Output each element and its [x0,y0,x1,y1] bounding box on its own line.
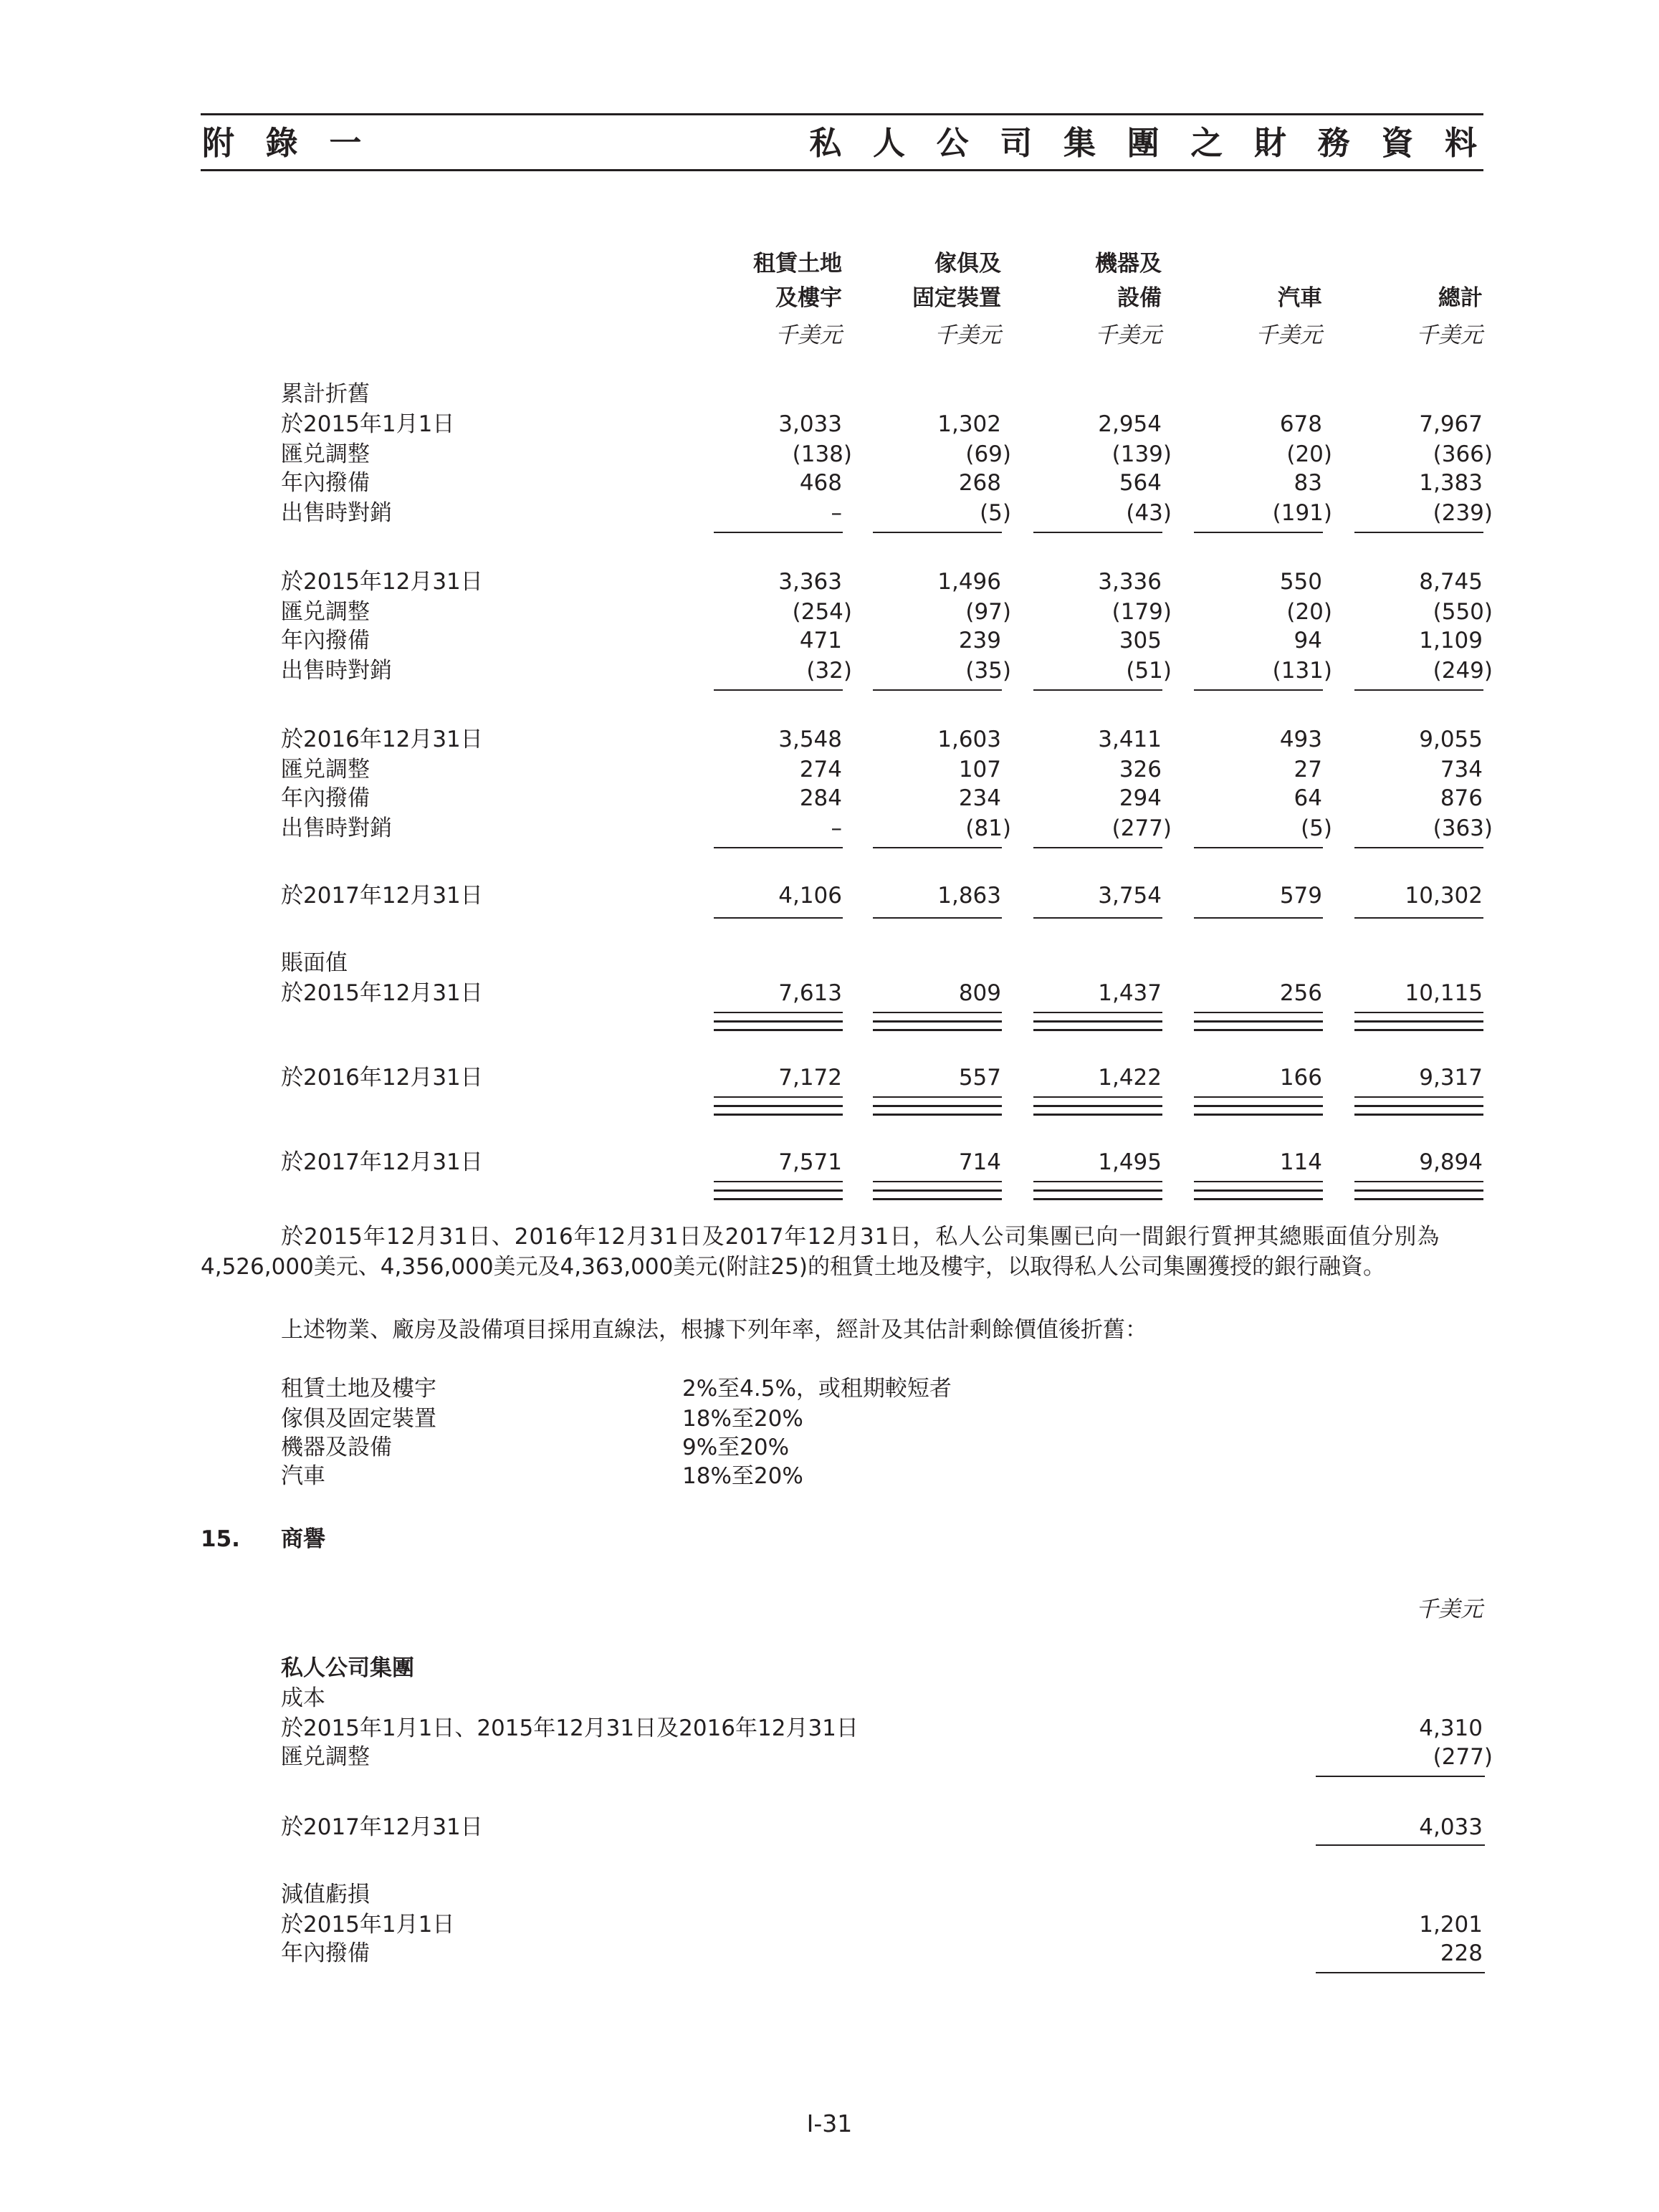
col-header-line2: 設備 [1117,285,1162,311]
ppe-subtotal-rule [1354,532,1483,533]
ppe-double-rule [1033,1029,1162,1031]
ppe-cell: (5) [1301,815,1332,841]
ppe-cell: (20) [1286,599,1332,625]
ppe-cell: 294 [1119,785,1162,811]
ppe-subtotal-rule [714,532,843,533]
ppe-double-rule [1354,1020,1483,1023]
ppe-double-rule [1194,1029,1323,1031]
ppe-cell: (239) [1433,500,1493,526]
ppe-nbv-rule [714,1181,843,1182]
ppe-cell: 3,363 [778,569,842,595]
goodwill-row-value: 4,310 [1419,1715,1483,1741]
ppe-cell: 239 [958,628,1001,653]
ppe-cell: 10,302 [1405,883,1483,909]
col-header-line2: 及樓宇 [775,285,842,311]
ppe-row-label: 匯兑調整 [281,599,370,625]
ppe-nbv-rule [1033,1096,1162,1098]
ppe-subtotal-rule [1033,847,1162,848]
ppe-subtotal-rule [1194,917,1323,919]
ppe-row-label: 於2017年12月31日 [281,883,483,909]
ppe-subtotal-rule [1033,917,1162,919]
ppe-cell: (249) [1433,658,1493,684]
ppe-cell: (550) [1433,599,1493,625]
impairment-label: 減值虧損 [281,1882,370,1907]
ppe-double-rule [1354,1114,1483,1116]
ppe-subtotal-rule [1194,847,1323,848]
ppe-double-rule [1354,1105,1483,1107]
ppe-row-label: 於2015年1月1日 [281,411,455,437]
rate-item: 租賃土地及樓宇 [281,1376,436,1402]
header-bottom-rule [201,169,1483,171]
ppe-cell: 3,754 [1098,883,1162,909]
ppe-cell: (366) [1433,441,1493,467]
ppe-cell: 8,745 [1419,569,1483,595]
rate-value: 18%至20% [682,1463,803,1489]
ppe-double-rule [714,1114,843,1116]
ppe-cell: 268 [958,470,1001,496]
ppe-cell: 10,115 [1405,980,1483,1006]
ppe-subtotal-rule [1354,847,1483,848]
ppe-cell: (32) [806,658,852,684]
ppe-cell: 3,336 [1098,569,1162,595]
goodwill-row-label: 於2017年12月31日 [281,1814,483,1840]
ppe-cell: 550 [1279,569,1322,595]
ppe-nbv-rule [714,1096,843,1098]
ppe-subtotal-rule [1033,532,1162,533]
ppe-double-rule [1194,1114,1323,1116]
ppe-nbv-rule [1194,1096,1323,1098]
ppe-cell: (35) [965,658,1011,684]
pledge-note-line1: 於2015年12月31日、2016年12月31日及2017年12月31日，私人公司集團已向一間銀行質押其總賬面值分別為 [281,1224,1440,1250]
ppe-cell: 579 [1279,883,1322,909]
ppe-cell: (191) [1272,500,1332,526]
ppe-nbv-rule [1194,1181,1323,1182]
goodwill-unit: 千美元 [1416,1596,1483,1622]
col-header-line2: 固定裝置 [912,285,1001,311]
ppe-nbv-rule [1033,1181,1162,1182]
ppe-double-rule [1354,1198,1483,1200]
ppe-double-rule [1194,1189,1323,1192]
ppe-double-rule [1354,1189,1483,1192]
rate-value: 18%至20% [682,1406,803,1432]
pledge-note-line2: 4,526,000美元、4,356,000美元及4,363,000美元(附註25)的租賃土地及樓宇，以取得私人公司集團獲授的銀行融資。 [201,1254,1385,1280]
header-top-rule [201,113,1483,115]
ppe-row-label: 於2015年12月31日 [281,980,483,1006]
ppe-cell: 2,954 [1098,411,1162,437]
ppe-cell: (363) [1433,815,1493,841]
ppe-double-rule [1194,1105,1323,1107]
col-header-line2: 汽車 [1278,285,1322,311]
goodwill-row-value: 4,033 [1419,1814,1483,1840]
ppe-subtotal-rule [1194,689,1323,691]
ppe-cell: 471 [799,628,842,653]
ppe-double-rule [714,1189,843,1192]
ppe-cell: 7,172 [778,1065,842,1091]
ppe-subtotal-rule [873,917,1002,919]
ppe-double-rule [714,1020,843,1023]
ppe-cell: (69) [965,441,1011,467]
goodwill-row-value: (277) [1433,1744,1493,1770]
ppe-cell: 1,302 [937,411,1001,437]
ppe-subtotal-rule [873,532,1002,533]
section-net-book-value: 賬面值 [281,950,348,976]
ppe-cell: (97) [965,599,1011,625]
ppe-subtotal-rule [714,847,843,848]
col-unit: 千美元 [1095,322,1162,348]
ppe-row-label: 匯兑調整 [281,757,370,782]
ppe-cell: 9,894 [1419,1149,1483,1175]
ppe-cell: 305 [1119,628,1162,653]
col-unit: 千美元 [1256,322,1322,348]
ppe-cell: 1,422 [1098,1065,1162,1091]
ppe-nbv-rule [873,1012,1002,1013]
ppe-cell: 714 [958,1149,1001,1175]
ppe-cell: 234 [958,785,1001,811]
col-unit: 千美元 [934,322,1001,348]
rate-value: 2%至4.5%，或租期較短者 [682,1376,952,1402]
ppe-cell: 326 [1119,757,1162,782]
ppe-nbv-rule [1354,1181,1483,1182]
impairment-rule [1316,1972,1485,1973]
ppe-cell: 284 [799,785,842,811]
ppe-double-rule [873,1189,1002,1192]
ppe-cell: (5) [980,500,1011,526]
ppe-subtotal-rule [873,847,1002,848]
ppe-subtotal-rule [1033,689,1162,691]
ppe-cell: – [831,500,842,526]
ppe-nbv-rule [714,1012,843,1013]
ppe-cell: 1,603 [937,727,1001,752]
rate-item: 汽車 [281,1463,325,1489]
ppe-cell: 468 [799,470,842,496]
impairment-row-label: 於2015年1月1日 [281,1912,455,1938]
ppe-subtotal-rule [1194,532,1323,533]
ppe-cell: 3,548 [778,727,842,752]
ppe-row-label: 出售時對銷 [281,658,392,684]
ppe-cell: 1,863 [937,883,1001,909]
ppe-row-label: 於2015年12月31日 [281,569,483,595]
ppe-double-rule [873,1029,1002,1031]
ppe-cell: 7,613 [778,980,842,1006]
ppe-row-label: 年內撥備 [281,785,370,811]
ppe-cell: 9,055 [1419,727,1483,752]
ppe-double-rule [873,1105,1002,1107]
ppe-double-rule [714,1198,843,1200]
ppe-subtotal-rule [1354,917,1483,919]
col-header-line1: 租賃土地 [753,251,842,277]
ppe-subtotal-rule [1354,689,1483,691]
ppe-cell: 3,033 [778,411,842,437]
rate-item: 傢俱及固定裝置 [281,1406,436,1432]
ppe-row-label: 出售時對銷 [281,815,392,841]
col-unit: 千美元 [1416,322,1483,348]
ppe-double-rule [1033,1114,1162,1116]
ppe-double-rule [1033,1020,1162,1023]
ppe-row-label: 於2017年12月31日 [281,1149,483,1175]
ppe-row-label: 年內撥備 [281,470,370,496]
ppe-nbv-rule [873,1096,1002,1098]
goodwill-note-number: 15. [201,1526,240,1552]
ppe-cell: 1,383 [1419,470,1483,496]
col-header-line1: 傢俱及 [934,251,1001,277]
goodwill-subtotal-rule [1316,1776,1485,1777]
ppe-cell: 7,967 [1419,411,1483,437]
ppe-cell: 4,106 [778,883,842,909]
ppe-cell: 64 [1294,785,1322,811]
ppe-double-rule [714,1029,843,1031]
ppe-cell: 256 [1279,980,1322,1006]
ppe-cell: 876 [1440,785,1483,811]
ppe-cell: (179) [1111,599,1172,625]
ppe-subtotal-rule [714,689,843,691]
ppe-cell: 27 [1294,757,1322,782]
ppe-cell: 166 [1279,1065,1322,1091]
ppe-cell: 83 [1294,470,1322,496]
ppe-cell: 557 [958,1065,1001,1091]
goodwill-cost-label: 成本 [281,1685,325,1711]
goodwill-title: 商譽 [281,1526,325,1552]
page-number: I-31 [806,2110,853,2137]
ppe-cell: (277) [1111,815,1172,841]
ppe-cell: (131) [1272,658,1332,684]
impairment-row-label: 年內撥備 [281,1940,370,1966]
ppe-cell: (20) [1286,441,1332,467]
ppe-double-rule [873,1020,1002,1023]
ppe-row-label: 出售時對銷 [281,500,392,526]
ppe-cell: 493 [1279,727,1322,752]
impairment-row-value: 228 [1440,1940,1483,1966]
ppe-double-rule [1194,1020,1323,1023]
goodwill-row-label: 於2015年1月1日、2015年12月31日及2016年12月31日 [281,1715,859,1741]
ppe-row-label: 於2016年12月31日 [281,727,483,752]
ppe-cell: 678 [1279,411,1322,437]
ppe-cell: (51) [1126,658,1172,684]
ppe-nbv-rule [1194,1012,1323,1013]
ppe-cell: 274 [799,757,842,782]
page-title: 私 人 公 司 集 團 之 財 務 資 料 [809,124,1487,162]
ppe-subtotal-rule [873,689,1002,691]
ppe-nbv-rule [873,1181,1002,1182]
col-header-line1: 機器及 [1095,251,1162,277]
ppe-double-rule [1354,1029,1483,1031]
ppe-cell: 809 [958,980,1001,1006]
ppe-row-label: 匯兑調整 [281,441,370,467]
ppe-cell: 1,495 [1098,1149,1162,1175]
ppe-cell: 9,317 [1419,1065,1483,1091]
ppe-cell: 3,411 [1098,727,1162,752]
ppe-cell: 94 [1294,628,1322,653]
ppe-double-rule [1194,1198,1323,1200]
depreciation-intro: 上述物業、廠房及設備項目採用直線法，根據下列年率，經計及其估計剩餘價值後折舊： [281,1317,1147,1343]
ppe-cell: 564 [1119,470,1162,496]
goodwill-total-rule [1316,1844,1485,1846]
ppe-cell: (138) [792,441,852,467]
ppe-cell: (139) [1111,441,1172,467]
ppe-row-label: 年內撥備 [281,628,370,653]
ppe-subtotal-rule [714,917,843,919]
ppe-cell: (254) [792,599,852,625]
ppe-cell: 107 [958,757,1001,782]
appendix-label: 附 錄 一 [202,124,372,162]
ppe-cell: 7,571 [778,1149,842,1175]
ppe-row-label: 於2016年12月31日 [281,1065,483,1091]
ppe-cell: 734 [1440,757,1483,782]
impairment-row-value: 1,201 [1419,1912,1483,1938]
ppe-nbv-rule [1354,1096,1483,1098]
section-accumulated-depreciation: 累計折舊 [281,381,370,407]
ppe-cell: 1,496 [937,569,1001,595]
ppe-double-rule [1033,1189,1162,1192]
ppe-double-rule [1033,1105,1162,1107]
goodwill-row-label: 匯兑調整 [281,1744,370,1770]
ppe-cell: 114 [1279,1149,1322,1175]
rate-item: 機器及設備 [281,1435,392,1460]
ppe-cell: 1,109 [1419,628,1483,653]
col-unit: 千美元 [775,322,842,348]
ppe-cell: (81) [965,815,1011,841]
ppe-double-rule [1033,1198,1162,1200]
ppe-nbv-rule [1033,1012,1162,1013]
ppe-double-rule [714,1105,843,1107]
ppe-cell: 1,437 [1098,980,1162,1006]
goodwill-group-heading: 私人公司集團 [281,1655,414,1681]
ppe-double-rule [873,1114,1002,1116]
col-header-line2: 總計 [1438,285,1483,311]
ppe-nbv-rule [1354,1012,1483,1013]
ppe-double-rule [873,1198,1002,1200]
ppe-cell: – [831,815,842,841]
rate-value: 9%至20% [682,1435,790,1460]
ppe-cell: (43) [1126,500,1172,526]
